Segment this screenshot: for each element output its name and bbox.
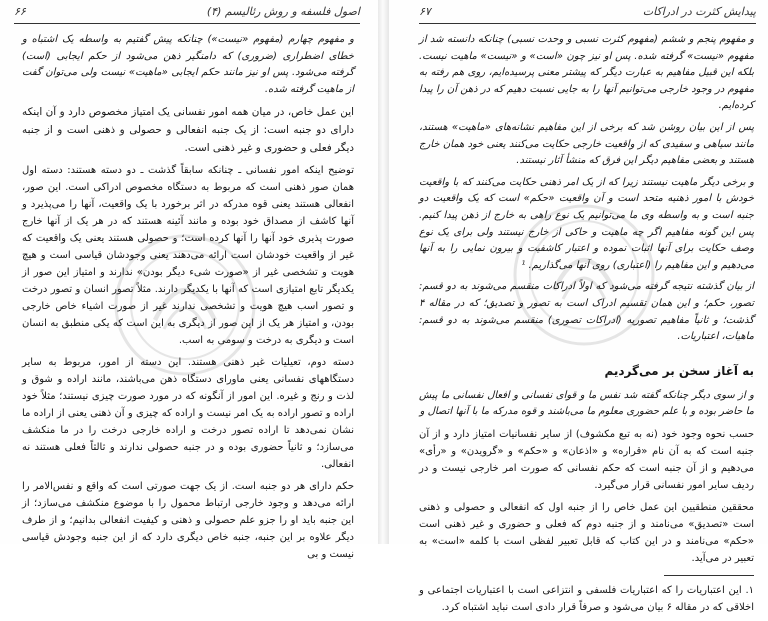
right-paragraph: و مفهوم پنجم و ششم (مفهوم کثرت نسبی و وحدت نسبی) چنانکه دانسته شد از مفهوم «نیست» گرفته شده. پس او نیز چون «است» و «نیست» ماهیت نیست. بلکه این قبیل مفاهیم به عبارت دیگر که پیشتر معنی پرسیده‌ایم، روی هم رفته به مفهوم در وجود خارجی می‌توانیم آنها را به جایی نسبت دهیم که در ذهن آن را پیدا کرده‌ایم. — [419, 34, 754, 112]
right-page — [389, 0, 768, 613]
left-paragraph-intro: و مفهوم چهارم (مفهوم «نیست») چنانکه پیش گفتیم به واسطه یک اشتباه و خطای اضطراری (ضروری) که دامنگیر ذهن می‌شود از حکم ایجابی (است) گرفته می‌شود. پس او نیز مانند حکم ایجابی «ماهیت» نیست ولی می‌توان گفت از ماهیت گرفته شده. — [22, 34, 354, 95]
left-paragraph: حکم دارای هر دو جنبه است. از یک جهت صورتی است که واقع و نفس‌الامر را ارائه می‌دهد و وجود خارجی ارتباط محمول را با موضوع منکشف می‌سازد؛ از این جنبه باید او را جزو علم حصولی و ذهنی و کیفیت انفعالی بدانیم؛ و از طرف دیگر علاوه بر این جنبه، جنبه خاص دیگری دارد که از این جنبه وجودش قیاسی نیست و بی — [22, 481, 354, 561]
left-paragraph: توضیح اینکه امور نفسانی ـ چنانکه سابقاً گذشت ـ دو دسته هستند: دسته اول همان صور ذهنی است که مربوط به دستگاه مخصوص ادراکی است. این صور، انفعالی هستند یعنی قوه مدرکه در اثر برخورد با یک واقعیت، آنها را می‌پذیرد و آنها کاشف از مصداق خود بوده و مانند آئینه هستند که در هر یک از آنها خارج صورت پذیری خود آنها را آنها کرده است؛ و حصولی هستند یعنی یک واقعیت که غیر از واقعیت خودشان است ارائه می‌دهند یعنی وجودشان قیاسی است و هیچ هویت و تشخصی غیر از «صورت شیء دیگر بودن» ندارند و امتیاز این صور از یکدیگر تابع امتیازی است که آنها با یکدیگر دارند. مثلاً تصور انسان و تصور درخت و تصور اسب هیچ هویت و تشخصی ندارند غیر از صورت اشیاء خاص خارجی بودن، و امتیاز هر یک از این صور از دیگری به این است که یکی منطبق به انسان است و دیگری به درخت و سومی به اسب. — [22, 165, 354, 347]
right-paragraph: حسب نحوه وجود خود (نه به تبع مکشوف) از سایر نفسانیات امتیاز دارد و از آن جنبه است که به آن نام «قراره» و «اذعان» و «حکم» و «گرویدن» و «رأی» می‌دهیم و از آن جنبه است که حکم نفسانی که صورت امر خارجی نیست و در ردیف سایر امور نفسانی قرار می‌گیرد. — [419, 428, 754, 491]
left-paragraph: دسته دوم، تعیلیات غیر ذهنی هستند. این دسته از امور، مربوط به سایر دستگاههای نفسانی یعنی ماورای دستگاه ذهن می‌باشند، مانند اراده و شوق و لذت و رنج و غیره. این امور از آنگونه که در مورد صورت چیزی نیستند؛ مثلاً خود اراده و تصور اراده به یک امر نیست و اراده که چیزی و آن ذهنی یعنی از اراده ما نشان نمی‌دهد تا اراده تصور درخت و اراده خارجی درخت را در ما منکشف می‌سازد؛ و ثانیاً حضوری بوده و در جنبه حصولی ندارند و ثالثاً فعلی هستند نه انفعالی. — [22, 357, 354, 471]
left-header-rule — [14, 23, 360, 24]
left-page — [0, 0, 378, 561]
section-intro: و از سوی دیگر چنانکه گفته شد نفس ما و قوای نفسانی و افعال نفسانی ما پیش ما حاضر بوده و با علم حضوری معلوم ما می‌باشند و قوه مدرکه ما با آنها اتصال و — [419, 389, 754, 418]
footnote: ۱. این اعتباریات را که اعتباریات فلسفی و انتزاعی است با اعتباریات اجتماعی و اخلاقی که در مقاله ۶ بیان می‌شود و صرفاً قرار دادی است نباید اشتباه کرد. — [419, 584, 754, 613]
left-page-body — [22, 32, 354, 568]
left-paragraph: این عمل خاص، در میان همه امور نفسانی یک امتیاز مخصوص دارد و آن اینکه دارای دو جنبه است: از یک جنبه انفعالی و حصولی و ذهنی است و از جنبه دیگر فعلی و حضوری و غیر ذهنی است. — [22, 106, 354, 155]
right-paragraph: پس از این بیان روشن شد که برخی از این مفاهیم نشانه‌های «ماهیت» هستند، مانند سیاهی و سفیدی که از واقعیت خارجی حکایت می‌کنند یعنی خود همان خارج هستند و بعضی مفاهیم دیگر این فرق که منشأ آثار نیستند. — [419, 121, 754, 167]
right-header-title: پیدایش کثرت در ادراکات — [642, 5, 756, 18]
left-header-title: اصول فلسفه و روش رئالیسم (۴) — [206, 5, 360, 18]
right-paragraph: و برخی دیگر ماهیت نیستند زیرا که از یک امر ذهنی حکایت می‌کنند که با واقعیت خودش با امور ذهنیه متحد است و آن واقعیت «حکم» است که یک واقعیت دو جنبه است و به واسطه وی ما می‌توانیم یک نوع راهی به خارج از ذهن پیدا کنیم. پس این گونه مفاهیم اگر چه ماهیت و حاکی از خارج نیستند ولی برای یک نوع وصف حکایت برای آنها اثبات نموده و اعتبار کاشفیت و بیرون نمایی را به آنها می‌دهیم و این مفاهیم را (اعتباری) روی آنها می‌گذاریم. ¹ — [419, 176, 754, 271]
left-page-number: ۶۶ — [14, 5, 26, 18]
right-header-rule — [419, 23, 756, 24]
right-page-number: ۶۷ — [419, 5, 431, 18]
left-page-header — [14, 5, 360, 23]
right-paragraph: محققین منطقیین این عمل خاص را از جنبه اول که انفعالی و حصولی و ذهنی است «تصدیق» می‌نامند و از جنبه دوم که فعلی و حضوری و غیر ذهنی است «حکم» می‌نامند و در این کتاب که قابل تعبیر لفظی است با کلمه «است» به تعبیر در می‌آید. — [419, 501, 754, 564]
book-gutter — [378, 0, 389, 544]
footnote-separator — [664, 575, 754, 576]
right-page-body — [419, 32, 754, 621]
right-page-header — [419, 5, 756, 23]
section-heading: به آغاز سخن بر می‌گردیم — [604, 363, 754, 378]
right-paragraph: از بیان گذشته نتیجه گرفته می‌شود که اولاً ادراکات منقسم می‌شوند به دو قسم: تصور، حکم؛ و این همان تقسیم ادراک است به تصور و تصدیق؛ که در مقاله ۴ گذشت؛ و ثانیاً مفاهیم تصوریه (ادراکات تصوری) منقسم می‌شوند به دو قسم: ماهیات، اعتباریات. — [419, 281, 754, 343]
